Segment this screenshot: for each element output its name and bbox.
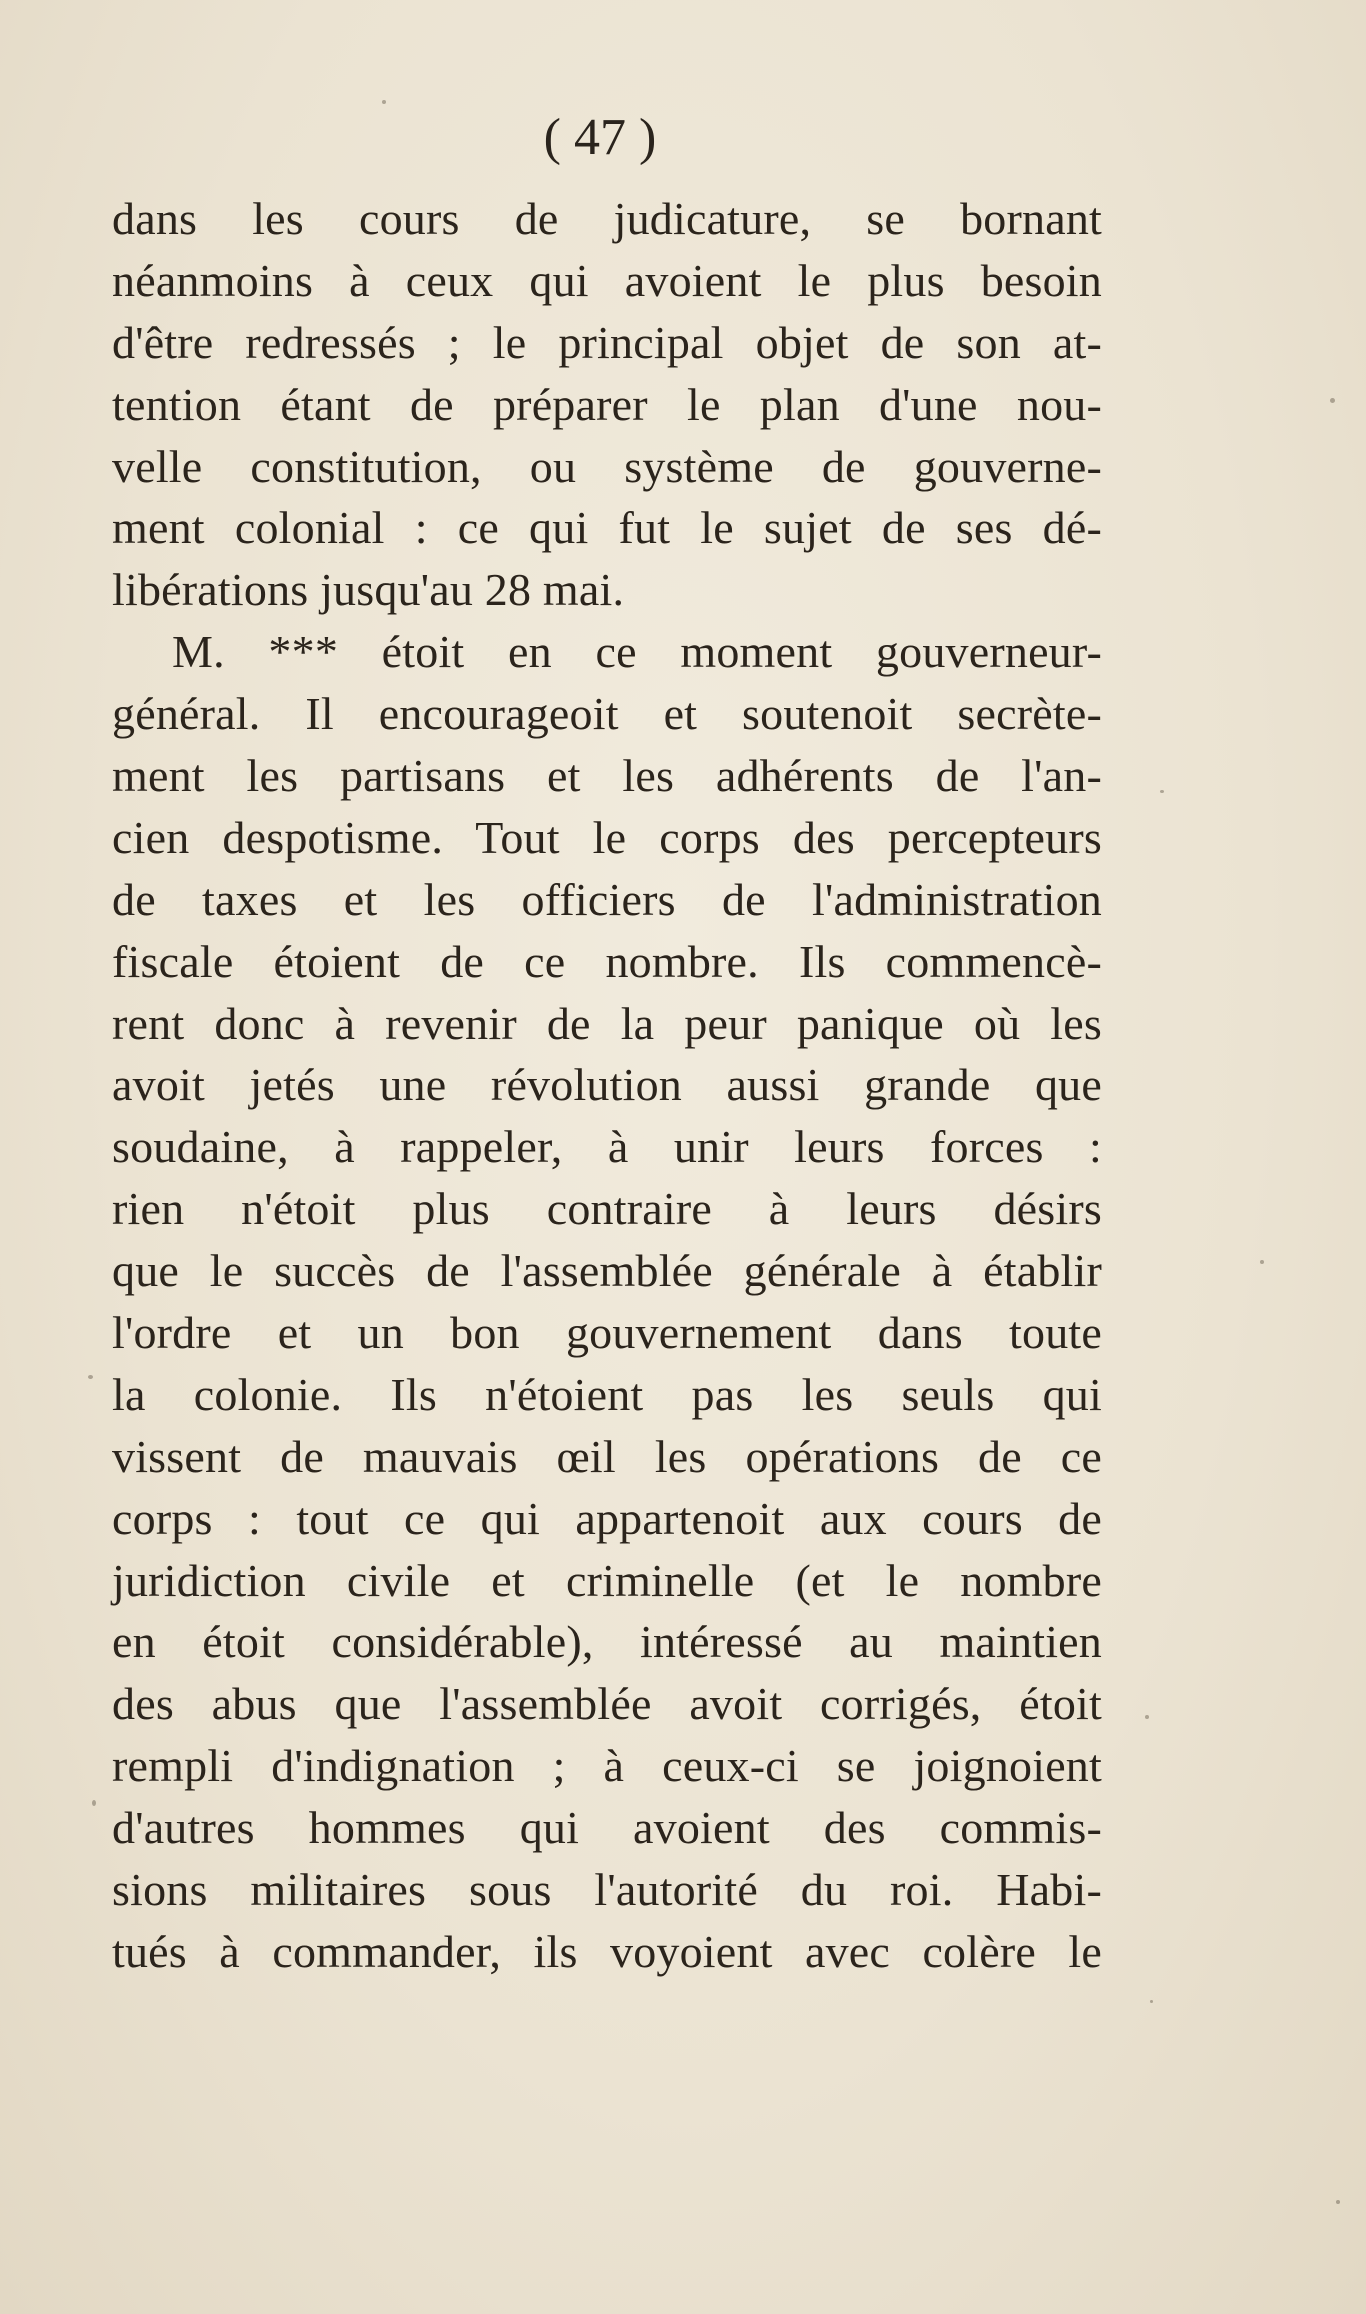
text-line: l'ordre et un bon gouvernement dans toute bbox=[112, 1307, 1102, 1359]
text-line: général. Il encourageoit et soutenoit secrète- bbox=[112, 688, 1102, 740]
text-line: M. *** étoit en ce moment gouverneur- bbox=[172, 626, 1102, 678]
text-line: d'autres hommes qui avoient des commis- bbox=[112, 1802, 1102, 1854]
text-line: néanmoins à ceux qui avoient le plus besoin bbox=[112, 254, 1102, 306]
text-line: ment colonial : ce qui fut le sujet de ses dé- bbox=[112, 502, 1102, 554]
text-line: rent donc à revenir de la peur panique où les bbox=[112, 997, 1102, 1049]
paper-speck bbox=[382, 100, 386, 104]
text-line: des abus que l'assemblée avoit corrigés, étoit bbox=[112, 1678, 1102, 1730]
text-line: avoit jetés une révolution aussi grande que bbox=[112, 1059, 1102, 1111]
text-line: tués à commander, ils voyoient avec colère le bbox=[112, 1925, 1102, 1977]
text-line: soudaine, à rappeler, à unir leurs forces : bbox=[112, 1121, 1102, 1173]
text-line: vissent de mauvais œil les opérations de ce bbox=[112, 1430, 1102, 1482]
paper-speck bbox=[1330, 398, 1335, 403]
text-line: juridiction civile et criminelle (et le nombre bbox=[112, 1554, 1102, 1606]
text-line: la colonie. Ils n'étoient pas les seuls qui bbox=[112, 1368, 1102, 1420]
text-line: que le succès de l'assemblée générale à établir bbox=[112, 1245, 1102, 1297]
text-line: de taxes et les officiers de l'administration bbox=[112, 873, 1102, 925]
paper-speck bbox=[1150, 2000, 1153, 2003]
text-line: velle constitution, ou système de gouverne- bbox=[112, 440, 1102, 492]
text-line: en étoit considérable), intéressé au maintien bbox=[112, 1616, 1102, 1668]
text-line: tention étant de préparer le plan d'une nou- bbox=[112, 378, 1102, 430]
paper-speck bbox=[92, 1800, 96, 1806]
text-line: rien n'étoit plus contraire à leurs désirs bbox=[112, 1183, 1102, 1235]
text-line: fiscale étoient de ce nombre. Ils commencè- bbox=[112, 935, 1102, 987]
text-line: corps : tout ce qui appartenoit aux cours de bbox=[112, 1492, 1102, 1544]
text-line: d'être redressés ; le principal objet de son at- bbox=[112, 316, 1102, 368]
paper-speck bbox=[1336, 2200, 1340, 2204]
paper-speck bbox=[1145, 1715, 1149, 1719]
paper-speck bbox=[1260, 1260, 1264, 1264]
text-line: sions militaires sous l'autorité du roi. Habi- bbox=[112, 1864, 1102, 1916]
text-line: cien despotisme. Tout le corps des percepteurs bbox=[112, 811, 1102, 863]
paper-speck bbox=[1160, 790, 1164, 793]
body-text bbox=[112, 188, 1102, 1983]
text-line: rempli d'indignation ; à ceux-ci se joignoient bbox=[112, 1740, 1102, 1792]
paper-speck bbox=[88, 1375, 93, 1379]
text-line: ment les partisans et les adhérents de l'an- bbox=[112, 750, 1102, 802]
text-line: dans les cours de judicature, se bornant bbox=[112, 193, 1102, 244]
text-line: libérations jusqu'au 28 mai. bbox=[112, 564, 625, 616]
page-number: ( 47 ) bbox=[543, 109, 657, 166]
